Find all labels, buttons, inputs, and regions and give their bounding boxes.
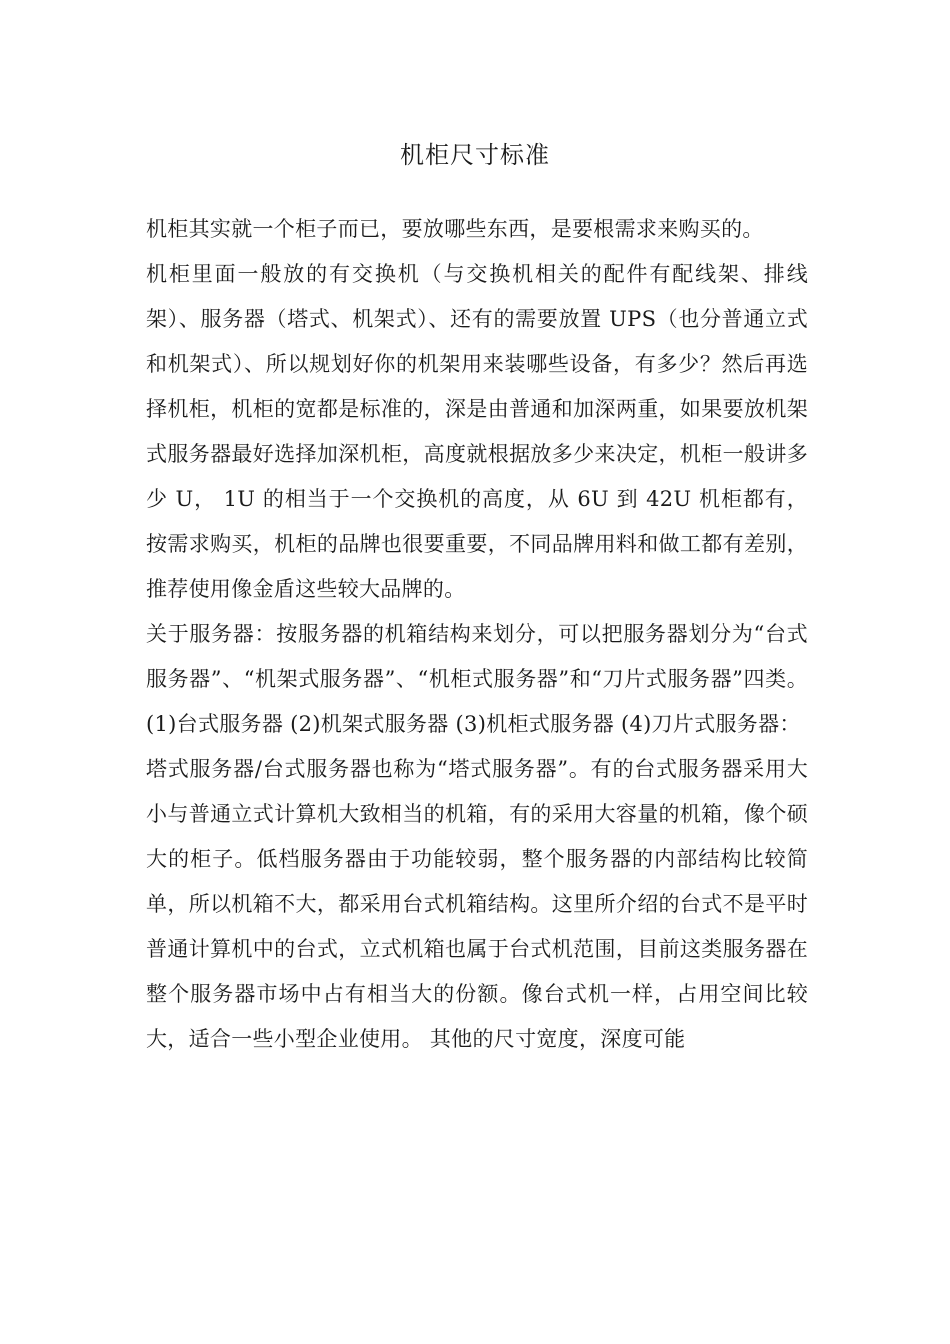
paragraph-server-types: 关于服务器：按服务器的机箱结构来划分，可以把服务器划分为“台式服务器”、“机架式服务器”、“机柜式服务器”和“刀片式服务器”四类。 (1)台式服务器 (2)机架式服务器 (3)机柜式服务器 (4)刀片式服务器：: [146, 622, 808, 736]
paragraph-tower-server: 塔式服务器/台式服务器也称为“塔式服务器”。有的台式服务器采用大小与普通立式计算机大致相当的机箱，有的采用大容量的机箱，像个硕大的柜子。低档服务器由于功能较弱，整个服务器的内部结构比较简单，所以机箱不大，都采用台式机箱结构。这里所介绍的台式不是平时普通计算机中的台式，立式机箱也属于台式机范围，目前这类服务器在整个服务器市场中占有相当大的份额。像台式机一样，占用空间比较大，适合一些小型企业使用。 其他的尺寸宽度，深度可能: [146, 757, 808, 1051]
document-body: [146, 207, 808, 1062]
document-title: 机柜尺寸标准: [400, 141, 550, 169]
paragraph-cabinet-contents: 机柜里面一般放的有交换机（与交换机相关的配件有配线架、排线架）、服务器（塔式、机架式）、还有的需要放置 UPS（也分普通立式和机架式）、所以规划好你的机架用来装哪些设备，有多少？然后再选择机柜，机柜的宽都是标准的，深是由普通和加深两重，如果要放机架式服务器最好选择加深机柜，高度就根据放多少来决定，机柜一般讲多少 U， 1U 的相当于一个交换机的高度，从 6U 到 42U 机柜都有，按需求购买，机柜的品牌也很要重要，不同品牌用料和做工都有差别，推荐使用像金盾这些较大品牌的。: [146, 262, 808, 601]
paragraph-intro: 机柜其实就一个柜子而已，要放哪些东西，是要根需求来购买的。: [146, 217, 764, 241]
